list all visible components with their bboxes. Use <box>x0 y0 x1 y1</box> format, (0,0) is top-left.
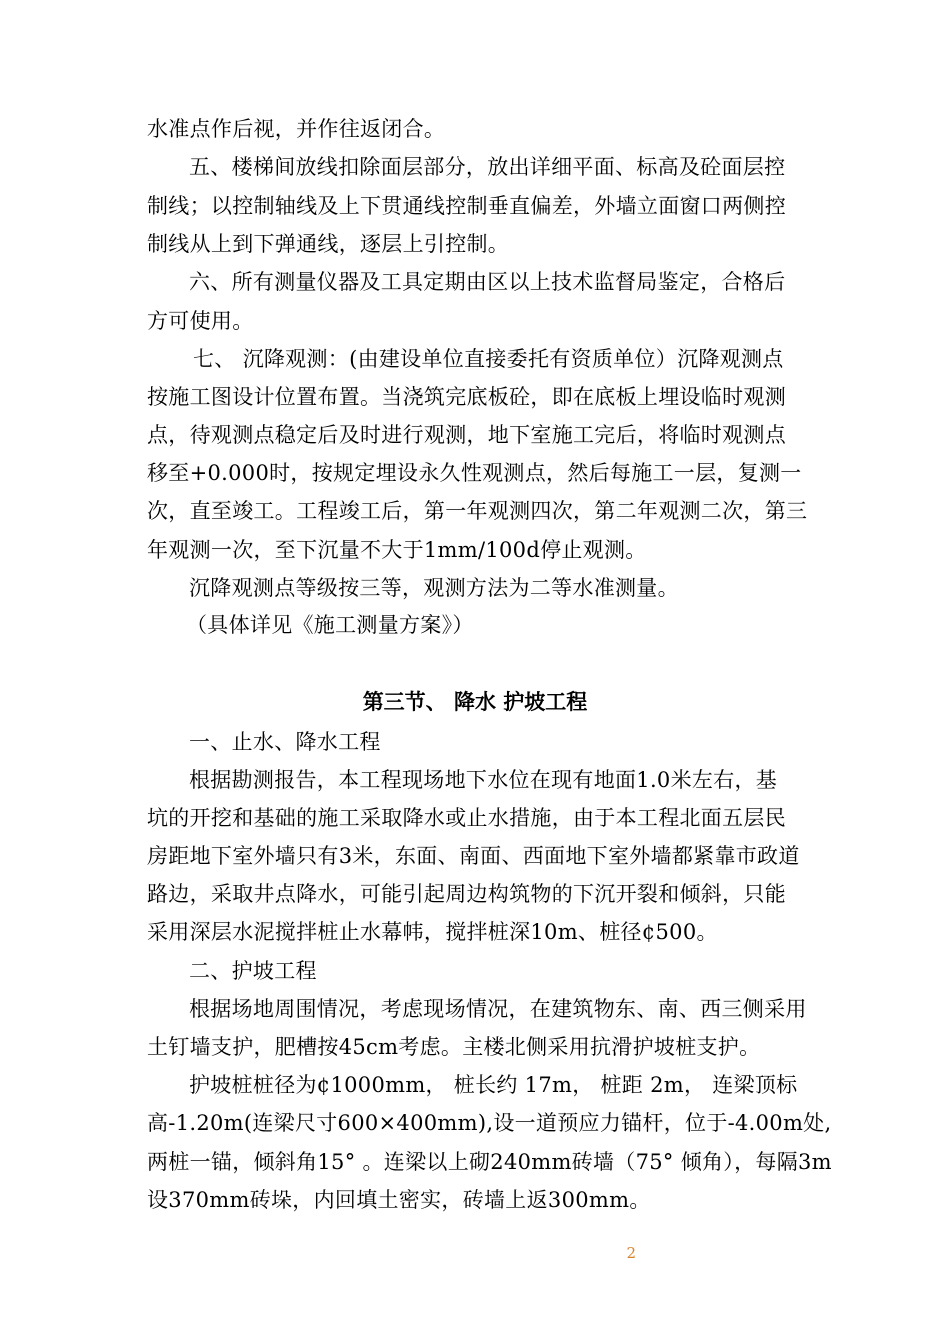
text-line: 制线从上到下弹通线，逐层上引控制。 <box>147 232 510 256</box>
page-number: 2 <box>626 1244 636 1262</box>
text-line: 坑的开挖和基础的施工采取降水或止水措施，由于本工程北面五层民 <box>147 806 786 830</box>
text-line: 房距地下室外墙只有3米，东面、南面、西面地下室外墙都紧靠市政道 <box>147 844 800 868</box>
text-line: 六、所有测量仪器及工具定期由区以上技术监督局鉴定，合格后 <box>189 270 786 294</box>
text-line: 设370mm砖垛，内回填土密实，砖墙上返300mm。 <box>147 1188 651 1212</box>
text-line: 移至+0.000时，按规定埋设永久性观测点，然后每施工一层，复测一 <box>147 461 802 485</box>
text-line: 护坡桩桩径为¢1000mm， 桩长约 17m， 桩距 2m， 连梁顶标 <box>189 1073 798 1097</box>
text-line: 制线；以控制轴线及上下贯通线控制垂直偏差，外墙立面窗口两侧控 <box>147 194 786 218</box>
text-line: 七、 沉降观测：(由建设单位直接委托有资质单位）沉降观测点 <box>193 347 784 371</box>
text-line: 方可使用。 <box>147 309 254 333</box>
text-line: 沉降观测点等级按三等，观测方法为二等水准测量。 <box>189 576 679 600</box>
text-line: 水准点作后视，并作往返闭合。 <box>147 117 446 141</box>
text-line: （具体详见《施工测量方案》） <box>186 613 474 637</box>
text-line: 根据场地周围情况，考虑现场情况，在建筑物东、南、西三侧采用 <box>189 997 807 1021</box>
text-line: 土钉墙支护，肥槽按45cm考虑。主楼北侧采用抗滑护坡桩支护。 <box>147 1035 761 1059</box>
text-line: 点，待观测点稳定后及时进行观测，地下室施工完后，将临时观测点 <box>147 423 786 447</box>
text-line: 采用深层水泥搅拌桩止水幕帏，搅拌桩深10m、桩径¢500。 <box>147 920 718 944</box>
section-heading: 第三节、 降水 护坡工程 <box>362 690 588 714</box>
text-line: 两桩一锚，倾斜角15° 。连梁以上砌240mm砖墙（75° 倾角），每隔3m <box>147 1150 832 1174</box>
subsection-title: 一、止水、降水工程 <box>189 730 381 754</box>
text-line: 次，直至竣工。工程竣工后，第一年观测四次，第二年观测二次，第三 <box>147 499 808 523</box>
text-line: 高-1.20m(连梁尺寸600×400mm),设一道预应力锚杆，位于-4.00m处, <box>147 1111 832 1135</box>
subsection-title: 二、护坡工程 <box>189 959 317 983</box>
text-line: 五、楼梯间放线扣除面层部分，放出详细平面、标高及砼面层控 <box>189 155 786 179</box>
text-line: 按施工图设计位置布置。当浇筑完底板砼，即在底板上埋设临时观测 <box>147 385 786 409</box>
text-line: 年观测一次，至下沉量不大于1mm/100d停止观测。 <box>147 538 647 562</box>
text-line: 根据勘测报告，本工程现场地下水位在现有地面1.0米左右，基 <box>189 768 778 792</box>
text-line: 路边，采取井点降水，可能引起周边构筑物的下沉开裂和倾斜，只能 <box>147 882 786 906</box>
